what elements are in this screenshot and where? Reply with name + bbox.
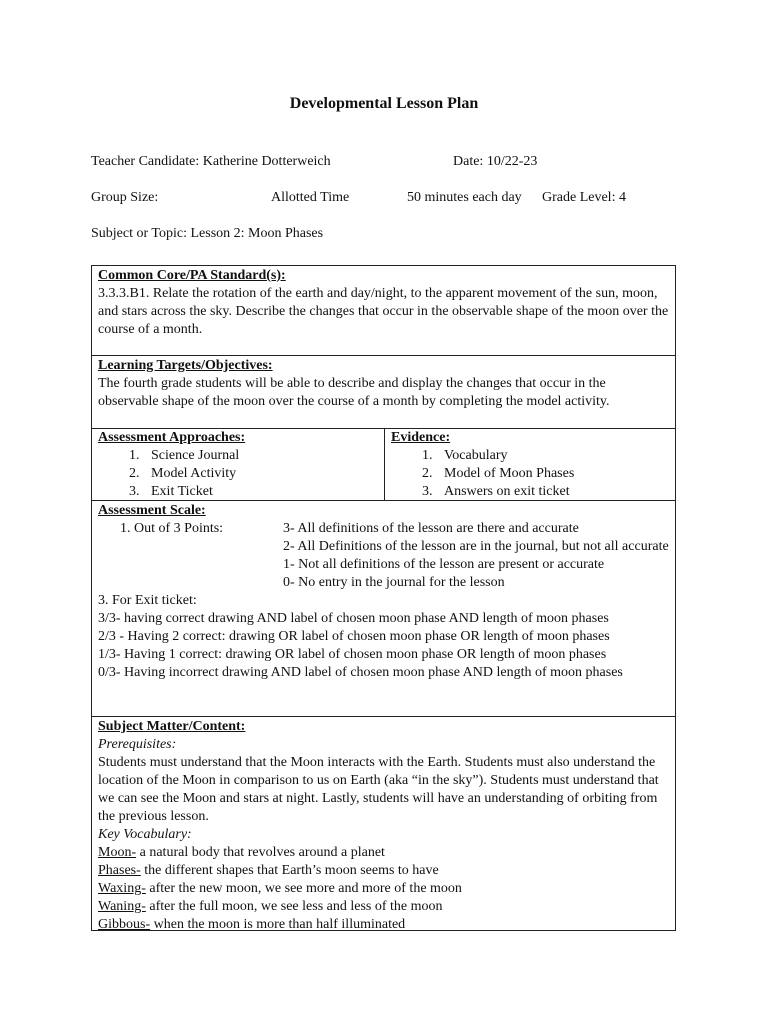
standards-heading: Common Core/PA Standard(s): — [98, 268, 286, 283]
evidence-list — [391, 447, 669, 501]
vocab-item — [98, 844, 669, 862]
vocab-item — [98, 862, 669, 880]
vocab-term: Moon- — [98, 845, 137, 860]
vocab-definition: a natural body that revolves around a planet — [136, 845, 385, 860]
content-heading: Subject Matter/Content: — [98, 719, 246, 734]
subject-topic-line — [91, 225, 323, 243]
teacher-label: Teacher Candidate: — [91, 154, 200, 169]
vocab-term: Waning- — [98, 899, 146, 914]
exit-line: 2/3 - Having 2 correct: drawing OR label of chosen moon phase OR length of moon phases — [98, 629, 610, 644]
scale-heading: Assessment Scale: — [98, 503, 206, 518]
objectives-heading: Learning Targets/Objectives: — [98, 358, 273, 373]
list-item: 1. Vocabulary — [436, 447, 669, 465]
lesson-plan-table — [91, 265, 676, 931]
vocab-item — [98, 898, 669, 916]
allotted-time-value: 50 minutes each day — [407, 190, 522, 205]
list-item: 3. Exit Ticket — [143, 483, 378, 501]
vocab-term: Waxing- — [98, 881, 146, 896]
scale-item-1 — [98, 520, 669, 592]
date-line — [453, 153, 537, 171]
list-item: 1. Science Journal — [143, 447, 378, 465]
exit-line: 3/3- having correct drawing AND label of chosen moon phase AND length of moon phases — [98, 611, 609, 626]
objectives-text: The fourth grade students will be able to describe and display the changes that occur in the observable shape of the moon over the course of a month by completing the model activity. — [98, 376, 610, 409]
vocabulary-label: Key Vocabulary: — [98, 827, 192, 842]
grade-value: 4 — [618, 190, 626, 205]
assessment-scale-section — [92, 501, 675, 717]
subject-label: Subject or Topic: — [91, 226, 187, 241]
scale-item-1-criteria — [283, 520, 669, 592]
evidence-heading: Evidence: — [391, 430, 451, 445]
date-label: Date: — [453, 154, 484, 169]
teacher-candidate-line — [91, 153, 331, 171]
standards-section — [92, 266, 675, 356]
criteria-line: 1- Not all definitions of the lesson are present or accurate — [283, 557, 605, 572]
vocab-definition: after the new moon, we see more and more of the moon — [145, 881, 462, 896]
exit-ticket-heading: 3. For Exit ticket: — [98, 593, 197, 608]
vocab-term: Gibbous- — [98, 917, 151, 932]
group-size-label: Group Size: — [91, 190, 159, 205]
assessment-list — [98, 447, 378, 501]
criteria-line: 0- No entry in the journal for the lesson — [283, 575, 505, 590]
date-value: 10/22-23 — [486, 154, 538, 169]
standards-text: 3.3.3.B1. Relate the rotation of the earth and day/night, to the apparent movement of the sun, moon, and stars across the sky. Describe the changes that occur in the observable shape of the moon over the course of a month. — [98, 286, 669, 337]
criteria-line: 3- All definitions of the lesson are there and accurate — [283, 521, 579, 536]
prerequisites-text: Students must understand that the Moon interacts with the Earth. Students must also understand the location of the Moon in comparison to us on Earth (aka “in the sky”). Students must understand that we can see the Moon and stars at night. Lastly, students will have an understanding of orbiting from the previous lesson. — [98, 755, 659, 824]
vocab-item — [98, 916, 669, 934]
list-item: 2. Model of Moon Phases — [436, 465, 669, 483]
evidence-cell — [385, 429, 675, 500]
grade-label: Grade Level: — [542, 190, 616, 205]
vocab-definition: after the full moon, we see less and less of the moon — [145, 899, 443, 914]
vocab-definition: when the moon is more than half illuminated — [150, 917, 406, 932]
criteria-line: 2- All Definitions of the lesson are in the journal, but not all accurate — [283, 539, 669, 554]
scale-item-1-label: 1. Out of 3 Points: — [120, 521, 224, 536]
list-item: 3. Answers on exit ticket — [436, 483, 669, 501]
vocab-definition: the different shapes that Earth’s moon seems to have — [140, 863, 439, 878]
subject-matter-section — [92, 717, 675, 930]
exit-line: 1/3- Having 1 correct: drawing OR label of chosen moon phase OR length of moon phases — [98, 647, 607, 662]
exit-line: 0/3- Having incorrect drawing AND label of chosen moon phase AND length of moon phases — [98, 665, 623, 680]
assessment-heading: Assessment Approaches: — [98, 430, 246, 445]
assessment-evidence-row — [92, 429, 675, 501]
objectives-section — [92, 356, 675, 429]
vocab-item — [98, 880, 669, 898]
subject-value: Lesson 2: Moon Phases — [190, 226, 324, 241]
list-item: 2. Model Activity — [143, 465, 378, 483]
assessment-approaches-cell — [92, 429, 385, 500]
document-title: Developmental Lesson Plan — [289, 95, 479, 112]
allotted-time-label: Allotted Time — [271, 190, 350, 205]
grade-level-line — [542, 189, 626, 207]
prerequisites-label: Prerequisites: — [98, 737, 177, 752]
teacher-name: Katherine Dotterweich — [202, 154, 331, 169]
vocab-term: Phases- — [98, 863, 141, 878]
